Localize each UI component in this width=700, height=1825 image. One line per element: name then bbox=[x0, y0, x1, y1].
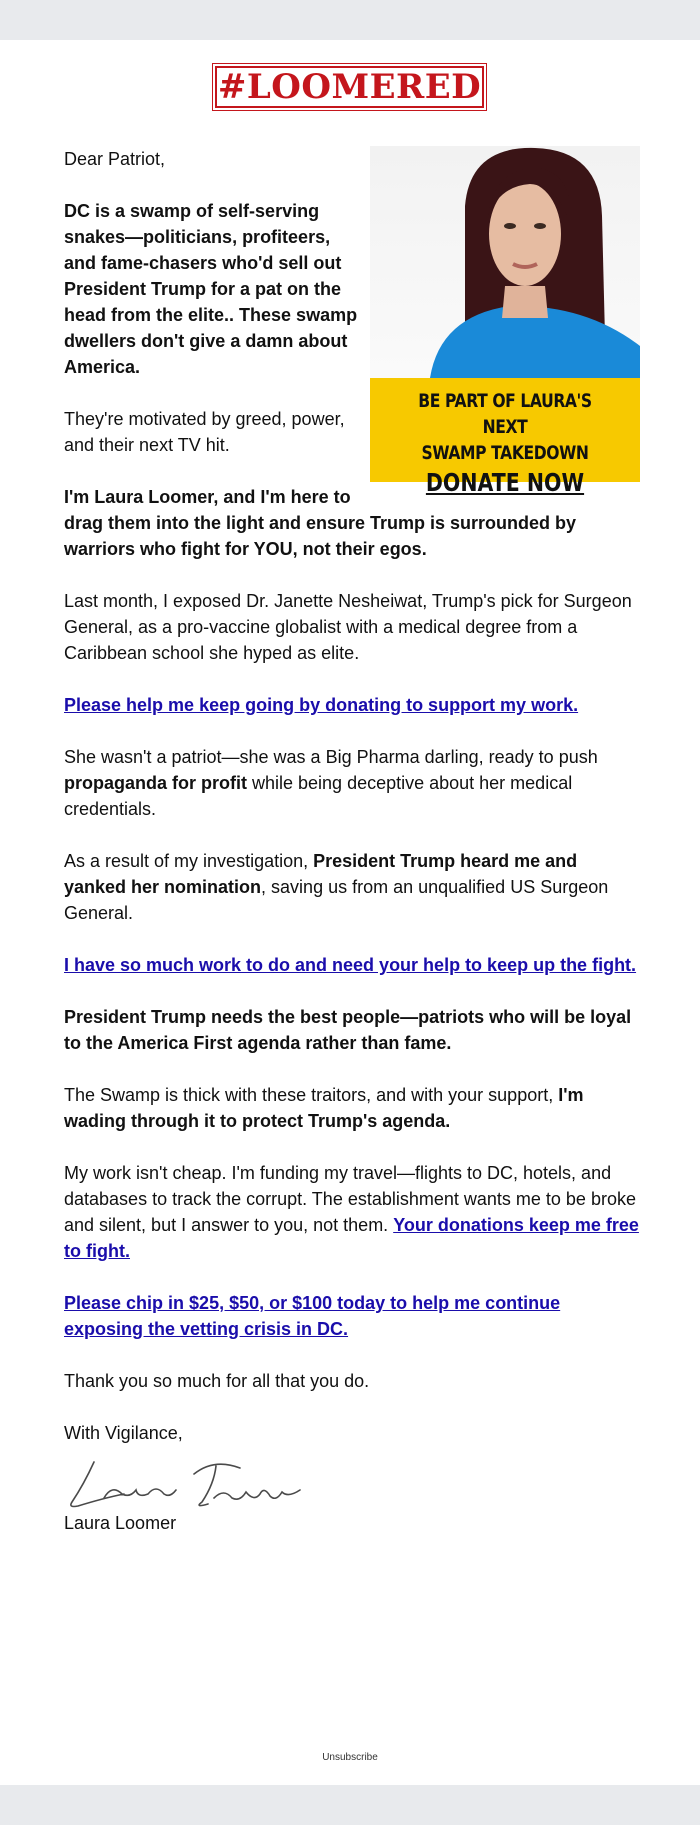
paragraph-intro: I'm Laura Loomer, and I'm here to drag them into the light and ensure Trump is surrounded by warriors who fight for YOU, not their egos. bbox=[64, 487, 577, 559]
unsubscribe-link[interactable]: Unsubscribe bbox=[322, 1752, 378, 1763]
email-body bbox=[0, 40, 700, 1785]
donate-link-support[interactable]: Please help me keep going by donating to support my work. bbox=[64, 695, 579, 715]
donate-link-free[interactable]: Your donations keep me free to fight. bbox=[64, 1215, 639, 1261]
closing: With Vigilance, bbox=[64, 1423, 183, 1443]
footer bbox=[0, 1752, 700, 1763]
donate-link-chip-in[interactable]: Please chip in $25, $50, or $100 today to help me continue exposing the vetting crisis in DC. bbox=[64, 1293, 561, 1339]
portrait-image bbox=[370, 146, 640, 378]
letter-content bbox=[64, 146, 640, 1536]
paragraph-swamp: DC is a swamp of self-serving snakes—politicians, profiteers, and fame-chasers who'd sell out President Trump for a pat on the head from the elite.. These swamp dwellers don't give a damn about America. bbox=[64, 201, 358, 377]
paragraph-thanks: Thank you so much for all that you do. bbox=[64, 1371, 370, 1391]
loomered-logo: #LOOMERED bbox=[215, 66, 484, 108]
paragraph-exposed: Last month, I exposed Dr. Janette Nesheiwat, Trump's pick for Surgeon General, as a pro-vaccine globalist with a medical degree from a Caribbean school she hyped as elite. bbox=[64, 591, 632, 663]
donate-banner-image[interactable] bbox=[370, 146, 640, 497]
paragraph-motivated: They're motivated by greed, power, and their next TV hit. bbox=[64, 409, 345, 455]
sender-name: Laura Loomer bbox=[64, 1513, 177, 1533]
paragraph-funding: My work isn't cheap. I'm funding my travel—flights to DC, hotels, and databases to track the corrupt. The establishment wants me to be broke and silent, but I answer to you, not them. Your donations keep me free to fight. bbox=[64, 1163, 639, 1261]
donate-link-fight[interactable]: I have so much work to do and need your help to keep up the fight. bbox=[64, 955, 637, 975]
portrait-illustration bbox=[370, 146, 640, 378]
donate-banner[interactable] bbox=[370, 378, 640, 497]
donate-now-button[interactable]: DONATE NOW bbox=[425, 468, 585, 497]
greeting: Dear Patriot, bbox=[64, 149, 166, 169]
paragraph-result: As a result of my investigation, President Trump heard me and yanked her nomination, saving us from an unqualified US Surgeon General. bbox=[64, 851, 609, 923]
signature-image bbox=[64, 1454, 304, 1510]
paragraph-patriot: She wasn't a patriot—she was a Big Pharma darling, ready to push propaganda for profit while being deceptive about her medical credentials. bbox=[64, 747, 598, 819]
paragraph-best-people: President Trump needs the best people—patriots who will be loyal to the America First agenda rather than fame. bbox=[64, 1007, 632, 1053]
banner-text: BE PART OF LAURA'S NEXT SWAMP TAKEDOWN bbox=[418, 390, 592, 464]
paragraph-traitors: The Swamp is thick with these traitors, and with your support, I'm wading through it to protect Trump's agenda. bbox=[64, 1085, 584, 1131]
